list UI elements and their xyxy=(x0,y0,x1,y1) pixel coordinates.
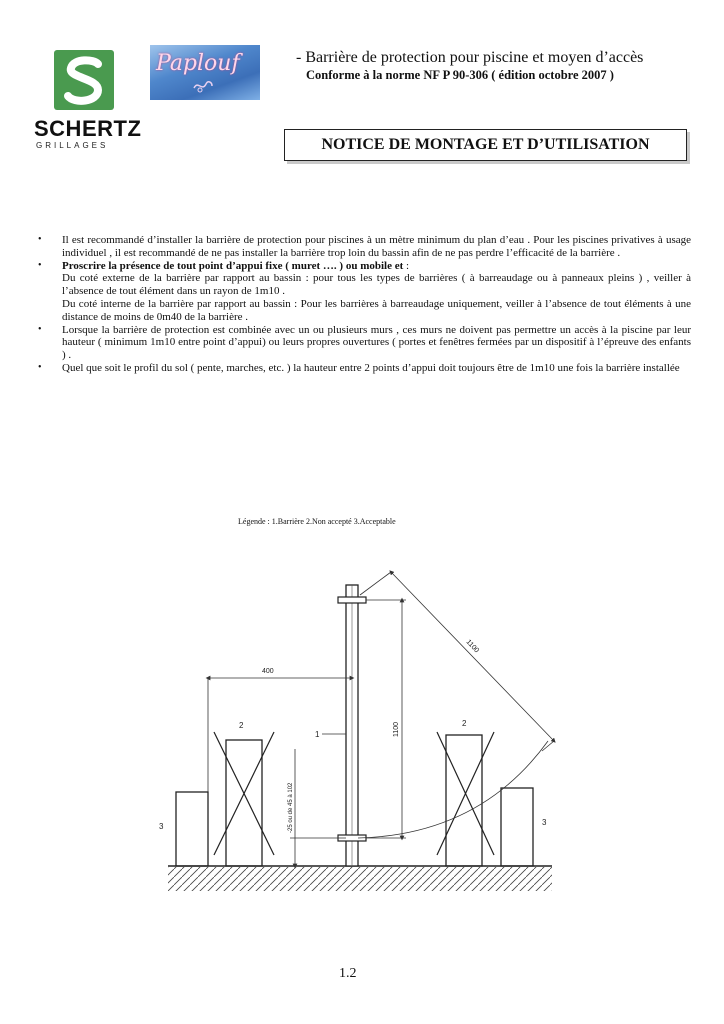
document-title: - Barrière de protection pour piscine et moyen d’accès xyxy=(296,49,644,66)
acceptable-block-right xyxy=(501,788,533,866)
splash-icon xyxy=(192,76,214,94)
list-item xyxy=(38,234,691,260)
item-text: Il est recommandé d’installer la barrière de protection pour piscines à un mètre minimum du plan d’eau . Pour les piscines privatives à usage individuel , il est recommandé de ne pas installer la barrière trop loin du bassin afin de ne pas perdre l’efficacité de la barrière . xyxy=(62,234,691,259)
schertz-wordmark: SCHERTZ xyxy=(34,116,142,141)
sub-paragraph: Du coté interne de la barrière par rapport au bassin : Pour les barrières à barreaudage uniquement, veiller à l’absence de tout éléments à une distance de moins de 0m40 de la barrière . xyxy=(62,297,691,323)
barrier-post xyxy=(338,585,366,866)
item-text: Quel que soit le profil du sol ( pente, marches, etc. ) la hauteur entre 2 points d’appui doit toujours être de 1m10 une fois la barrière installée xyxy=(62,361,680,374)
bullet-icon: • xyxy=(38,361,42,373)
sub-paragraph: Du coté externe de la barrière par rapport au bassin : pour tous les types de barrières ( à barreaudage ou à panneaux pleins ) , veiller à l’absence de tout élément dans un rayon de 1m10 . xyxy=(62,272,691,298)
norm-reference: Conforme à la norme NF P 90-306 ( édition octobre 2007 ) xyxy=(306,68,614,82)
list-item xyxy=(38,260,691,273)
dimension-1100-diagonal xyxy=(358,572,554,838)
page-number: 1.2 xyxy=(339,966,357,981)
dimension-1100-vertical xyxy=(366,600,406,838)
grillages-wordmark: GRILLAGES xyxy=(36,141,109,150)
barrier-diagram xyxy=(150,565,560,900)
label-1: 1 xyxy=(315,730,320,739)
schertz-logo xyxy=(34,116,142,150)
list-item xyxy=(38,324,691,362)
instructions-list xyxy=(38,234,691,375)
bullet-icon: • xyxy=(38,234,42,245)
item-bold-text: Proscrire la présence de tout point d’appui fixe ( muret …. ) ou mobile et xyxy=(62,259,404,272)
ground xyxy=(168,866,552,891)
diagram-legend: Légende : 1.Barrière 2.Non accepté 3.Acceptable xyxy=(238,517,396,526)
notice-title-box xyxy=(284,129,687,161)
label-2-right: 2 xyxy=(462,719,467,728)
paplouf-logo xyxy=(150,45,260,100)
not-accepted-block-left xyxy=(214,732,274,866)
schertz-s-logo xyxy=(54,50,114,110)
label-3-left: 3 xyxy=(159,822,164,831)
notice-title: NOTICE DE MONTAGE ET D’UTILISATION xyxy=(321,136,650,153)
list-item xyxy=(38,362,691,375)
dimension-400 xyxy=(208,668,352,792)
acceptable-block-left xyxy=(176,792,208,866)
dimension-ground-label: -25 ou de 45 à 102 xyxy=(288,782,294,833)
item-text: : xyxy=(403,259,410,272)
label-3-right: 3 xyxy=(542,818,547,827)
barrier-label xyxy=(315,730,346,739)
dimension-1100-diagonal-label: 1100 xyxy=(464,638,480,655)
dimension-ground xyxy=(288,749,346,866)
bullet-icon: • xyxy=(38,259,42,271)
bullet-icon: • xyxy=(38,323,42,335)
dimension-1100-vertical-label: 1100 xyxy=(393,721,400,737)
item-text: Lorsque la barrière de protection est combinée avec un ou plusieurs murs , ces murs ne doivent pas permettre un accès à la piscine par leur hauteur ( minimum 1m10 entre point d’appui) ou leurs propres ouvertures ( portes et fenêtres fermées par un dispositif à l’épreuve des enfants ) . xyxy=(62,323,691,362)
not-accepted-block-right xyxy=(437,732,494,866)
dimension-400-label: 400 xyxy=(262,668,274,675)
paplouf-wordmark: Paplouf xyxy=(156,51,240,76)
label-2-left: 2 xyxy=(239,721,244,730)
